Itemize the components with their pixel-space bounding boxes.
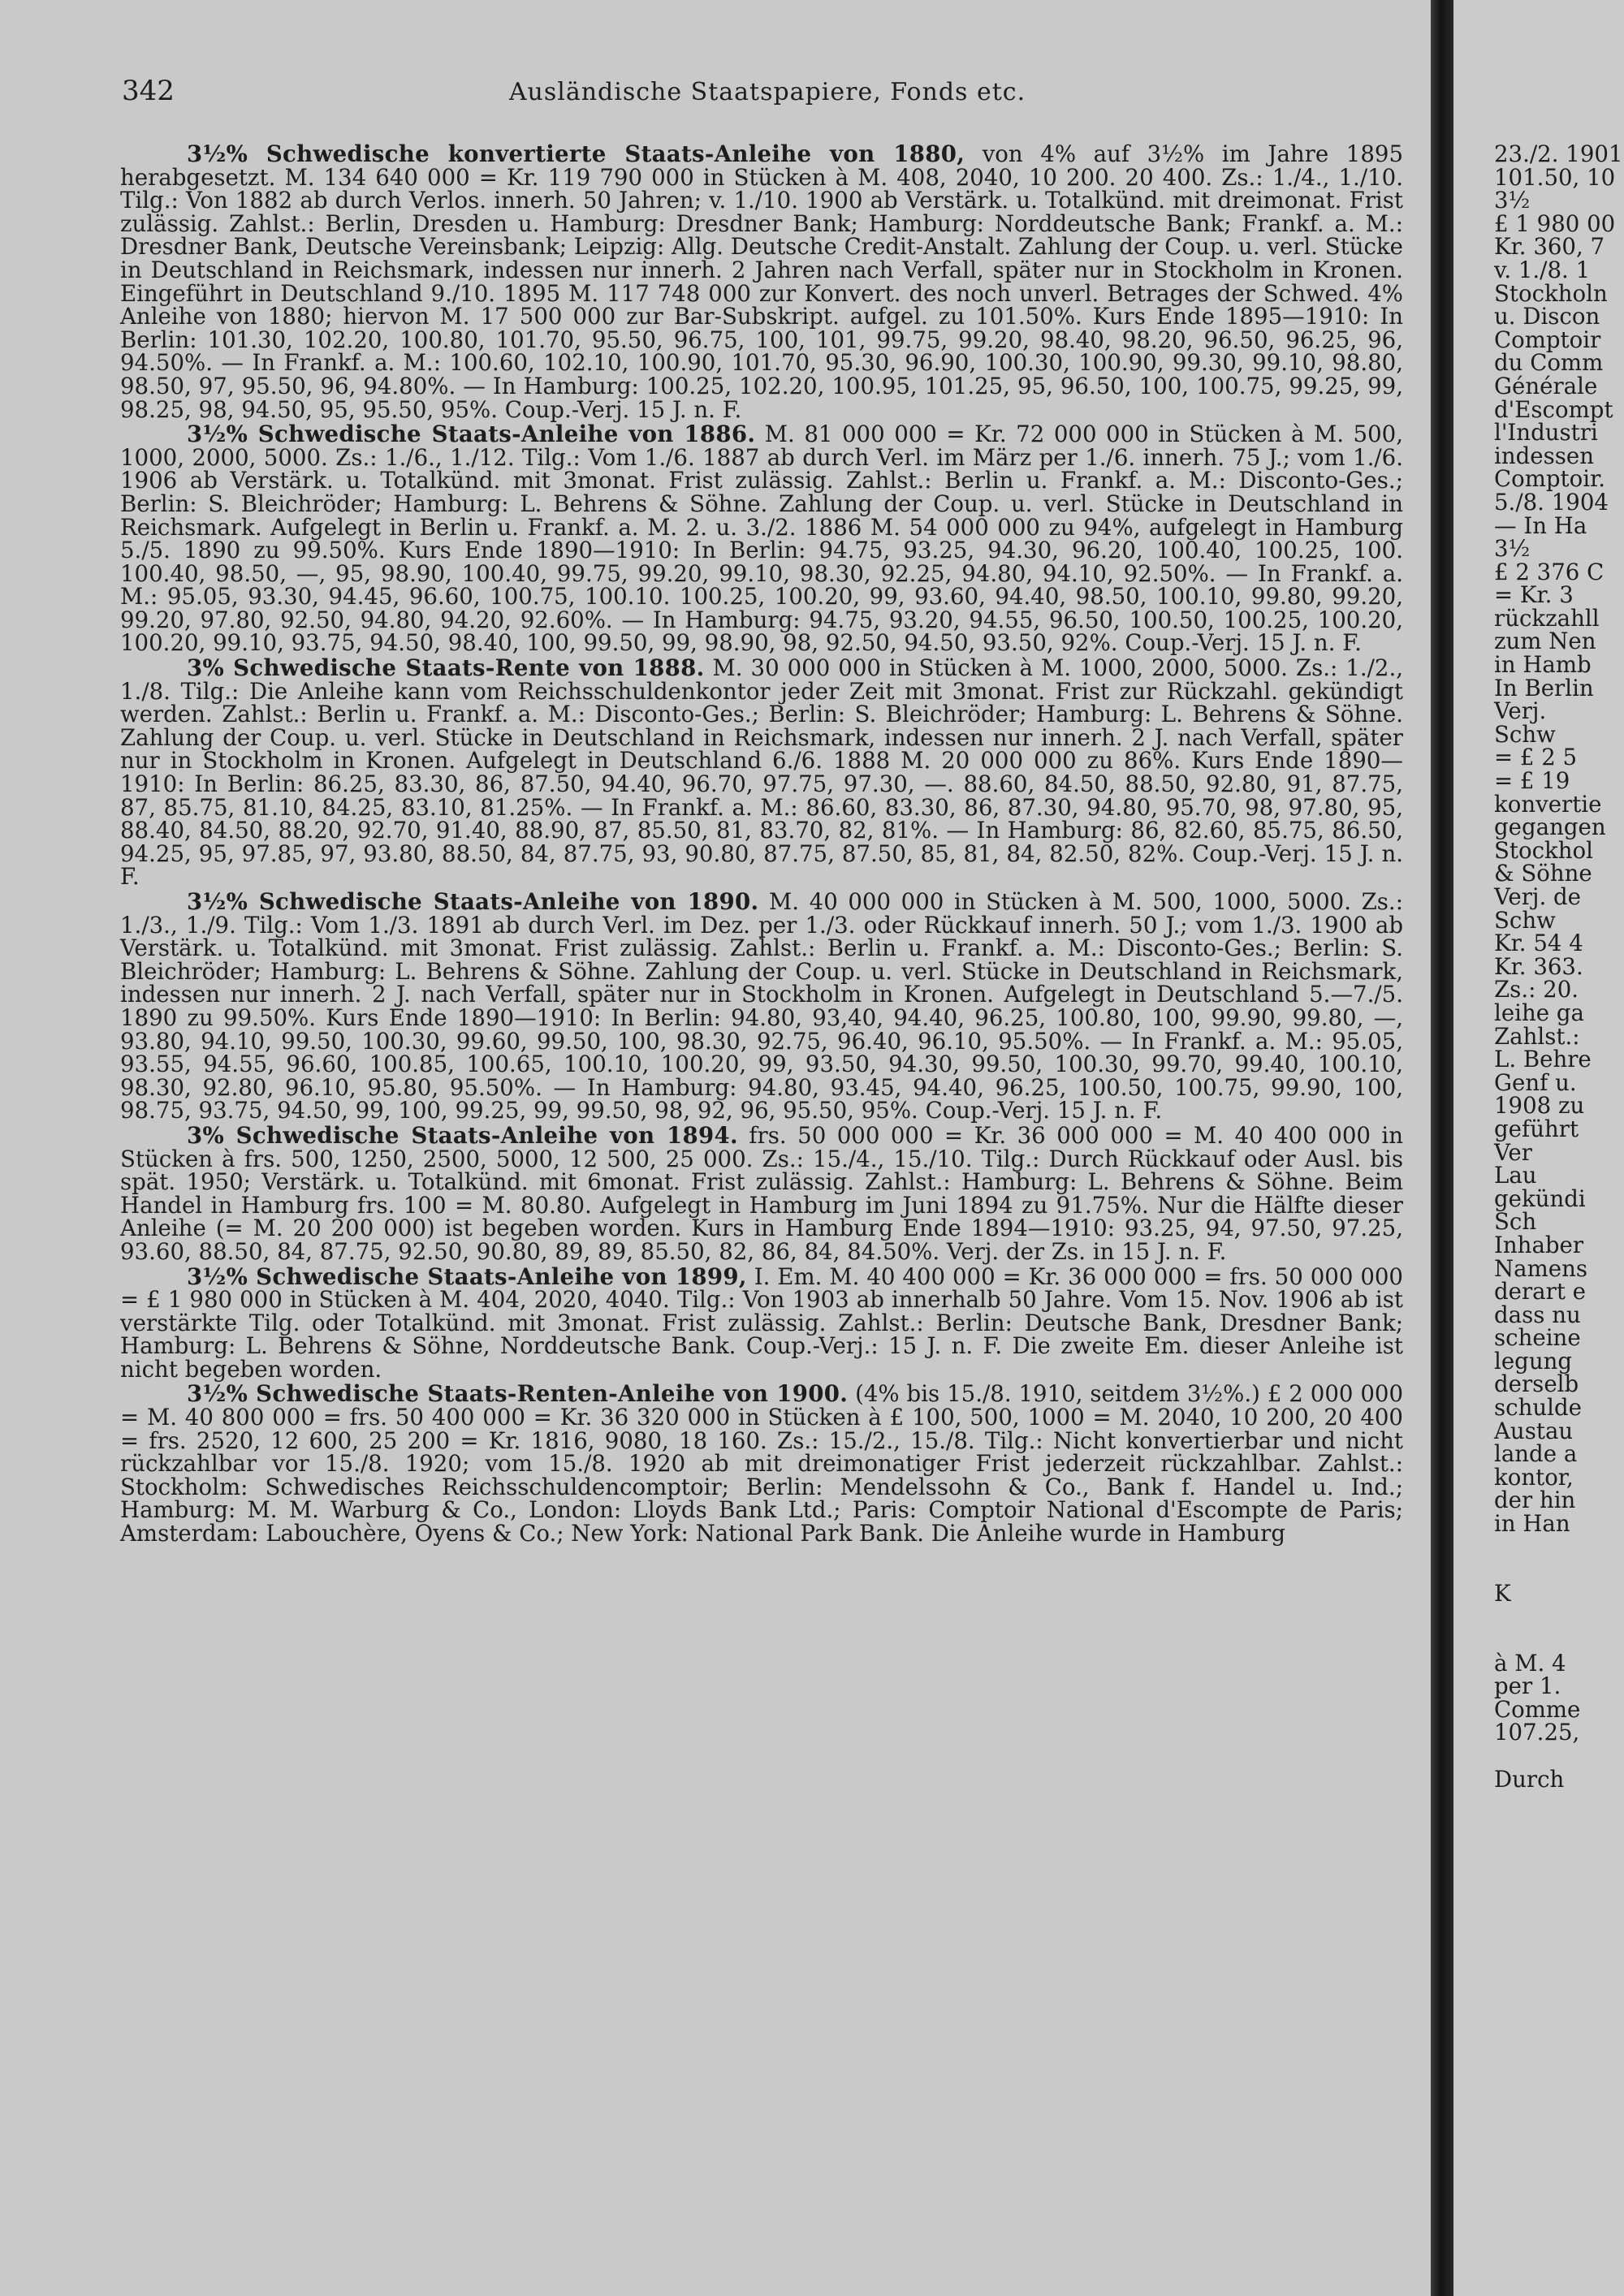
entry-heading: 3% Schwedische Staats-Rente von 1888. [187, 654, 705, 682]
facing-page-line: £ 2 376 C [1494, 558, 1605, 585]
facing-page-line: Kr. 363. [1494, 952, 1583, 980]
facing-page-line: L. Behre [1494, 1046, 1592, 1073]
facing-page-line: = £ 19 [1494, 767, 1570, 795]
facing-page-line: Générale [1494, 372, 1598, 399]
facing-page-line: Comme [1494, 1695, 1581, 1723]
facing-page-line: Stockholn [1494, 279, 1608, 307]
facing-page-line: 3½ [1494, 187, 1531, 214]
facing-page-line: gekündi [1494, 1185, 1586, 1212]
facing-page-line: in Han [1494, 1510, 1570, 1538]
facing-page-line: dass nu [1494, 1301, 1581, 1328]
facing-page-text [1494, 140, 1624, 1793]
facing-page-line: Schw [1494, 906, 1556, 934]
facing-page-line: Genf u. [1494, 1068, 1577, 1096]
facing-page-line: = Kr. 3 [1494, 581, 1574, 609]
facing-page-line: 1908 zu [1494, 1092, 1585, 1120]
facing-page-line: Lau [1494, 1162, 1537, 1189]
facing-page-line [1494, 1745, 1624, 1768]
facing-page-line: Sch [1494, 1208, 1537, 1236]
facing-page-line [1494, 1559, 1624, 1582]
facing-page-line: Ver [1494, 1138, 1532, 1166]
facing-page-line: = £ 2 5 [1494, 744, 1578, 771]
entry-heading: 3½% Schwedische Staats-Anleihe von 1886. [187, 421, 756, 448]
facing-page-line: Kr. 360, 7 [1494, 233, 1605, 261]
facing-page-line: Durch [1494, 1765, 1565, 1793]
facing-page-line: Zs.: 20. [1494, 976, 1579, 1003]
facing-page-line: £ 1 980 00 [1494, 209, 1616, 237]
facing-page-line: zum Nen [1494, 628, 1596, 655]
facing-page-line: Inhaber [1494, 1231, 1584, 1258]
facing-page-line [1494, 1605, 1624, 1629]
entry-heading: 3½% Schwedische konvertierte Staats-Anleihe von 1880, [187, 140, 965, 167]
facing-page-line: Kr. 54 4 [1494, 930, 1583, 957]
bond-entry [120, 140, 1404, 423]
bond-entry [120, 1262, 1403, 1383]
entry-text: (4% bis 15./8. 1910, seitdem 3½%.) £ 2 000 000 = M. 40 800 000 = frs. 50 400 000 = Kr. 36 320 000 in Stücken à £ 100, 500, 1000 = M. 2040, 10 200, 20 400 = frs. 2520, 12 600, 25 200 = Kr. 1816, 9080, 18 160. Zs.: 15./2., 15./8. Tilg.: Nicht konvertierbar und nicht rückzahlbar vor 15./8. 1920; vom 15./8. 1920 ab mit dreimonatiger Frist jederzeit rückzahlbar. Zahlst.: Stockholm: Schwedisches Reichsschuldencomptoir; Berlin: Mendelssohn & Co., Bank f. Handel u. Ind.; Hamburg: M. M. Warburg & Co., London: Lloyds Bank Ltd.; Paris: Comptoir National d'Escompte de Paris; Amsterdam: Labouchère, Oyens & Co.; New York: National Park Bank. Die Anleihe wurde in Hamburg [120, 1380, 1404, 1547]
facing-page-line: & Söhne [1494, 860, 1592, 887]
facing-page-line: Comptoir [1494, 326, 1601, 353]
facing-page-line: u. Discon [1494, 303, 1600, 330]
entry-text: I. Em. M. 40 400 000 = Kr. 36 000 000 = frs. 50 000 000 = £ 1 980 000 in Stücken à M. 404, 2020, 4040. Tilg.: Von 1903 ab innerhalb 50 Jahre. Vom 15. Nov. 1906 ab ist verstärkte Tilg. oder Totalkünd. mit 3monat. Frist zulässig. Zahlst.: Berlin: Deutsche Bank, Dresdner Bank; Hamburg: L. Behrens & Söhne, Norddeutsche Bank. Coup.-Verj.: 15 J. n. F. Die zweite Em. dieser Anleihe ist nicht begeben worden. [120, 1262, 1403, 1383]
facing-page-line: in Hamb [1494, 651, 1592, 679]
facing-page-line: Austau [1494, 1417, 1574, 1444]
facing-page-line: K [1494, 1579, 1511, 1607]
facing-page-line: indessen [1494, 442, 1595, 469]
facing-page-line: kontor, [1494, 1463, 1574, 1491]
facing-page-line: à M. 4 [1494, 1649, 1566, 1677]
page-number: 342 [122, 75, 175, 107]
facing-page-line: lande a [1494, 1440, 1578, 1468]
entry-heading: 3½% Schwedische Staats-Renten-Anleihe von 1900. [187, 1380, 849, 1408]
facing-page-line [1494, 1536, 1624, 1560]
entry-heading: 3½% Schwedische Staats-Anleihe von 1890. [187, 888, 759, 915]
entry-text: M. 30 000 000 in Stücken à M. 1000, 2000, 5000. Zs.: 1./2., 1./8. Tilg.: Die Anleihe kann vom Reichsschuldenkontor jeder Zeit mit 3monat. Frist zur Rückzahl. gekündigt werden. Zahlst.: Berlin u. Frankf. a. M.: Disconto-Ges.; Berlin: S. Bleichröder; Hamburg: L. Behrens & Söhne. Zahlung der Coup. u. verl. Stücke in Deutschland in Reichsmark, indessen nur innerh. 2 J. nach Verfall, später nur in Stockholm in Kronen. Aufgelegt in Deutschland 6./6. 1888 M. 20 000 000 zu 86%. Kurs Ende 1890—1910: In Berlin: 86.25, 83.30, 86, 87.50, 94.40, 96.70, 97.75, 97.30, —. 88.60, 84.50, 88.50, 92.80, 91, 87.75, 87, 85.75, 81.10, 84.25, 83.10, 81.25%. — In Frankf. a. M.: 86.60, 83.30, 86, 87.30, 94.80, 95.70, 98, 97.80, 95, 88.40, 84.50, 88.20, 92.70, 91.40, 88.90, 87, 85.50, 81, 83.70, 82, 81%. — In Hamburg: 86, 82.60, 85.75, 86.50, 94.25, 95, 97.85, 97, 93.80, 88.50, 84, 87.75, 93, 90.80, 87.75, 87.50, 85, 81, 84, 82.50, 82%. Coup.-Verj. 15 J. n. F. [120, 654, 1403, 891]
running-title: Ausländische Staatspapiere, Fonds etc. [508, 78, 1026, 106]
facing-page-line: scheine [1494, 1324, 1581, 1352]
facing-page-line: Namens [1494, 1254, 1588, 1282]
bond-entry [120, 423, 1403, 655]
entry-heading: 3½% Schwedische Staats-Anleihe von 1899, [187, 1262, 747, 1290]
bond-entry [120, 654, 1403, 891]
facing-page-line: geführt [1494, 1115, 1579, 1142]
facing-page-line: der hin [1494, 1487, 1576, 1514]
facing-page-line: derart e [1494, 1278, 1587, 1306]
facing-page-line: schulde [1494, 1394, 1582, 1422]
page-header [122, 75, 1413, 120]
facing-page-line: per 1. [1494, 1672, 1561, 1700]
facing-page-line: leihe ga [1494, 999, 1584, 1026]
facing-page-line [1494, 1629, 1624, 1652]
facing-page-line: Schw [1494, 720, 1556, 748]
facing-page-line: v. 1./8. 1 [1494, 256, 1591, 283]
facing-page-line: konvertie [1494, 790, 1602, 818]
facing-page-line: legung [1494, 1347, 1573, 1375]
page-body [120, 140, 1404, 1547]
facing-page-line: derselb [1494, 1370, 1579, 1398]
facing-page-line: 3½ [1494, 535, 1531, 563]
bond-entry [120, 1121, 1404, 1265]
facing-page-line: Verj. [1494, 697, 1547, 725]
book-gutter [1431, 0, 1453, 2296]
facing-page-line: gegangen [1494, 814, 1606, 841]
entry-text: von 4% auf 3½% im Jahre 1895 herabgesetzt. M. 134 640 000 = Kr. 119 790 000 in Stücken à M. 408, 2040, 10 200. 20 400. Zs.: 1./4., 1./10. Tilg.: Von 1882 ab durch Verlos. innerh. 50 Jahren; v. 1./10. 1900 ab Verstärk. u. Totalkünd. mit dreimonat. Frist zulässig. Zahlst.: Berlin, Dresden u. Hamburg: Dresdner Bank; Hamburg: Norddeutsche Bank; Frankf. a. M.: Dresdner Bank, Deutsche Vereinsbank; Leipzig: Allg. Deutsche Credit-Anstalt. Zahlung der Coup. u. verl. Stücke in Deutschland in Reichsmark, indessen nur innerh. 2 Jahren nach Verfall, später nur in Stockholm in Kronen. Eingeführt in Deutschland 9./10. 1895 M. 117 748 000 zur Konvert. des noch unverl. Betrages der Schwed. 4% Anleihe von 1880; hiervon M. 17 500 000 zur Bar-Subskript. aufgel. zu 101.50%. Kurs Ende 1895—1910: In Berlin: 101.30, 102.20, 100.80, 101.70, 95.50, 96.75, 100, 101, 99.75, 99.20, 98.40, 98.20, 96.50, 96.25, 96, 94.50%. — In Frankf. a. M.: 100.60, 102.10, 100.90, 101.70, 95.30, 96.90, 100.30, 100.90, 99.30, 99.10, 98.80, 98.50, 97, 95.50, 96, 94.80%. — In Hamburg: 100.25, 102.20, 100.95, 101.25, 95, 96.50, 100, 100.75, 99.25, 99, 98.25, 98, 94.50, 95, 95.50, 95%. Coup.-Verj. 15 J. n. F. [120, 140, 1404, 423]
facing-page-line: — In Ha [1494, 511, 1587, 539]
facing-page-line: Verj. de [1494, 883, 1582, 910]
facing-page-line: du Comm [1494, 349, 1604, 377]
bond-entry [120, 1380, 1404, 1547]
entry-text: M. 40 000 000 in Stücken à M. 500, 1000, 5000. Zs.: 1./3., 1./9. Tilg.: Vom 1./3. 1891 ab durch Verl. im Dez. per 1./3. oder Rückkauf innerh. 50 J.; vom 1./3. 1900 ab Verstärk. u. Totalkünd. mit 3monat. Frist zulässig. Zahlst.: Berlin u. Frankf. a. M.: Disconto-Ges.; Berlin: S. Bleichröder; Hamburg: L. Behrens & Söhne. Zahlung der Coup. u. verl. Stücke in Deutschland in Reichsmark, indessen nur innerh. 2 J. nach Verfall, später nur in Stockholm in Kronen. Aufgelegt in Deutschland 5.—7./5. 1890 zu 99.50%. Kurs Ende 1890—1910: In Berlin: 94.80, 93,40, 94.40, 96.25, 100.80, 100, 99.90, 99.80, —, 93.80, 94.10, 99.50, 100.30, 99.60, 99.50, 100, 98.30, 92.75, 96.40, 96.10, 95.50%. — In Frankf. a. M.: 95.05, 93.55, 94.55, 96.60, 100.85, 100.65, 100.10, 100.20, 99, 93.50, 94.30, 99.50, 100.30, 99.70, 99.40, 100.10, 98.30, 92.80, 96.10, 95.80, 95.50%. — In Hamburg: 94.80, 93.45, 94.40, 96.25, 100.50, 100.75, 99.90, 100, 98.75, 93.75, 94.50, 99, 100, 99.25, 99, 99.50, 98, 92, 96, 95.50, 95%. Coup.-Verj. 15 J. n. F. [120, 888, 1404, 1124]
facing-page-line: l'Industri [1494, 419, 1598, 447]
entry-text: M. 81 000 000 = Kr. 72 000 000 in Stücken à M. 500, 1000, 2000, 5000. Zs.: 1./6., 1./12. Tilg.: Vom 1./6. 1887 ab durch Verl. im März per 1./6. innerh. 75 J.; vom 1./6. 1906 ab Verstärk. u. Totalkünd. mit 3monat. Frist zulässig. Zahlst.: Berlin u. Frankf. a. M.: Disconto-Ges.; Berlin: S. Bleichröder; Hamburg: L. Behrens & Söhne. Zahlung der Coup. u. verl. Stücke in Deutschland in Reichsmark. Aufgelegt in Berlin u. Frankf. a. M. 2. u. 3./2. 1886 M. 54 000 000 zu 94%, aufgelegt in Hamburg 5./5. 1890 zu 99.50%. Kurs Ende 1890—1910: In Berlin: 94.75, 93.25, 94.30, 96.20, 100.40, 100.25, 100. 100.40, 98.50, —, 95, 98.90, 100.40, 99.75, 99.20, 99.10, 98.30, 92.25, 94.80, 94.10, 92.50%. — In Frankf. a. M.: 95.05, 93.30, 94.45, 96.60, 100.75, 100.10. 100.25, 100.20, 99, 93.60, 94.40, 98.50, 100.10, 99.80, 99.20, 99.20, 97.80, 92.50, 94.80, 94.20, 92.60%. — In Hamburg: 94.75, 93.20, 94.55, 96.50, 100.50, 100.25, 100.20, 100.20, 99.10, 93.75, 94.50, 98.40, 100, 99.50, 99, 98.90, 98, 92.50, 94.50, 93.50, 92%. Coup.-Verj. 15 J. n. F. [120, 421, 1403, 657]
bond-entry [120, 888, 1404, 1124]
facing-page-line: rückzahll [1494, 604, 1600, 632]
entry-text: frs. 50 000 000 = Kr. 36 000 000 = M. 40 400 000 in Stücken à frs. 500, 1250, 2500, 5000, 12 500, 25 000. Zs.: 15./4., 15./10. Tilg.: Durch Rückkauf oder Ausl. bis spät. 1950; Verstärk. u. Totalkünd. mit 6monat. Frist zulässig. Zahlst.: Hamburg: L. Behrens & Söhne. Beim Handel in Hamburg frs. 100 = M. 80.80. Aufgelegt in Hamburg im Juni 1894 zu 91.75%. Nur die Hälfte dieser Anleihe (= M. 20 200 000) ist begeben worden. Kurs in Hamburg Ende 1894—1910: 93.25, 94, 97.50, 97.25, 93.60, 88.50, 84, 87.75, 92.50, 90.80, 89, 89, 85.50, 82, 86, 84, 84.50%. Verj. der Zs. in 15 J. n. F. [120, 1121, 1404, 1265]
facing-page-line: 107.25, [1494, 1719, 1580, 1746]
facing-page-line: Zahlst.: [1494, 1022, 1580, 1050]
facing-page-line: 5./8. 1904 [1494, 488, 1609, 516]
facing-page-line: 23./2. 1901 [1494, 140, 1623, 167]
facing-page-line: Stockhol [1494, 836, 1593, 864]
facing-page-line: In Berlin [1494, 674, 1594, 701]
facing-page-line: Comptoir. [1494, 465, 1606, 493]
entry-heading: 3% Schwedische Staats-Anleihe von 1894. [187, 1121, 738, 1149]
facing-page-line: 101.50, 10 [1494, 163, 1616, 191]
facing-page-line: d'Escompt [1494, 395, 1613, 423]
